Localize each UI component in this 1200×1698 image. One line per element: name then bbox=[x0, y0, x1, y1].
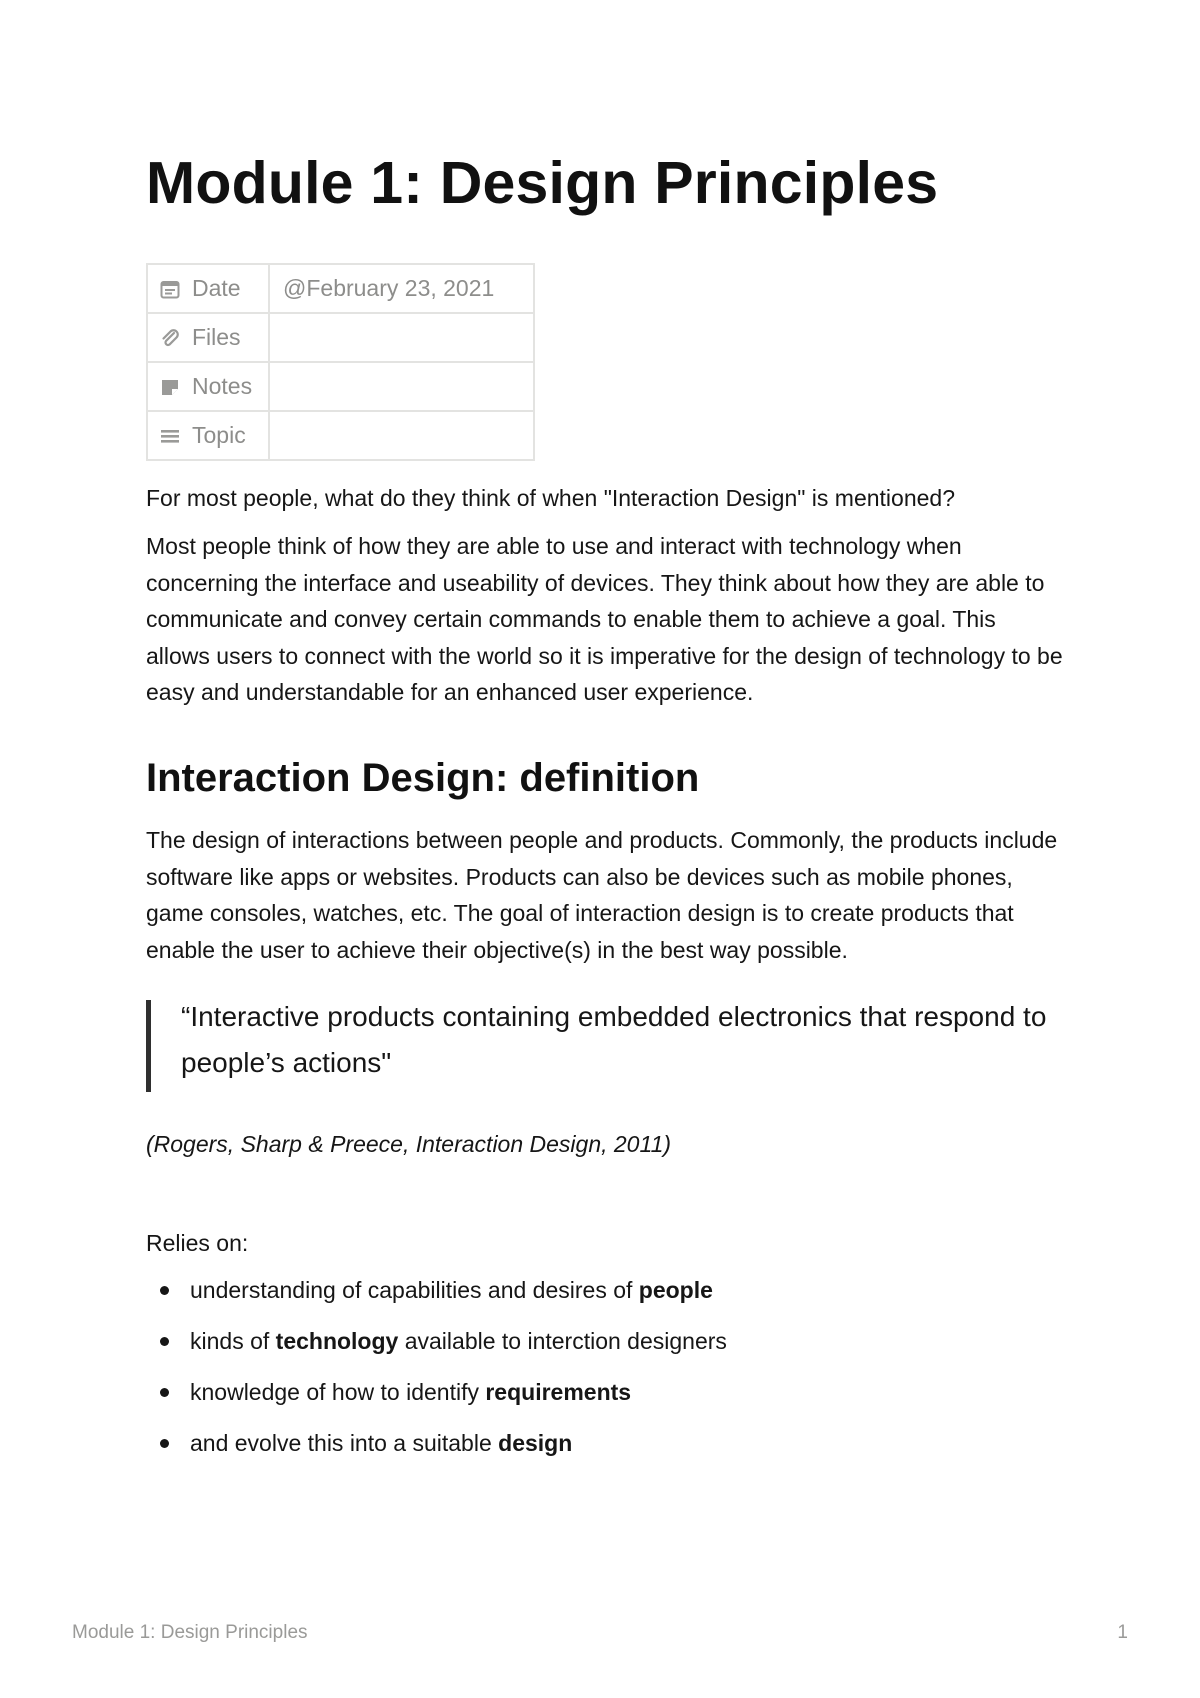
calendar-icon bbox=[159, 278, 181, 300]
relies-on-label: Relies on: bbox=[146, 1230, 249, 1256]
page-title: Module 1: Design Principles bbox=[146, 150, 939, 216]
note-icon bbox=[159, 376, 181, 398]
list-item: kinds of technology available to interction designers bbox=[146, 1323, 727, 1374]
page-number: 1 bbox=[1117, 1622, 1128, 1643]
property-key: Topic bbox=[192, 422, 246, 448]
property-value bbox=[269, 362, 534, 411]
list-item: understanding of capabilities and desires of people bbox=[146, 1272, 727, 1323]
question-paragraph: For most people, what do they think of when "Interaction Design" is mentioned? bbox=[146, 485, 955, 511]
list-item: and evolve this into a suitable design bbox=[146, 1425, 727, 1476]
property-value bbox=[269, 313, 534, 362]
property-key: Date bbox=[192, 275, 241, 301]
blockquote bbox=[146, 1000, 1081, 1092]
section-heading: Interaction Design: definition bbox=[146, 756, 700, 800]
property-row-files bbox=[147, 313, 534, 362]
paperclip-icon bbox=[159, 327, 181, 349]
properties-table bbox=[146, 263, 535, 461]
definition-paragraph: The design of interactions between people and products. Commonly, the products include software like apps or websites. Products can also be devices such as mobile phones, game consoles, watches, etc. The goal of interaction design is to create products that enable the user to achieve their objective(s) in the best way possible. bbox=[146, 827, 1058, 963]
bullet-list bbox=[146, 1272, 727, 1476]
property-row-notes bbox=[147, 362, 534, 411]
quote-text: “Interactive products containing embedded electronics that respond to people’s actions" bbox=[181, 1001, 1047, 1078]
property-row-topic bbox=[147, 411, 534, 460]
bullet-icon bbox=[160, 1337, 169, 1346]
bullet-icon bbox=[160, 1286, 169, 1295]
citation: (Rogers, Sharp & Preece, Interaction Design, 2011) bbox=[146, 1131, 672, 1157]
property-value: @February 23, 2021 bbox=[269, 264, 534, 313]
property-key: Files bbox=[192, 324, 241, 350]
list-icon bbox=[159, 425, 181, 447]
footer-title: Module 1: Design Principles bbox=[72, 1622, 308, 1643]
answer-paragraph: Most people think of how they are able to use and interact with technology when concerning the interface and useability of devices. They think about how they are able to communicate and convey certain commands to enable them to achieve a goal. This allows users to connect with the world so it is imperative for the design of technology to be easy and understandable for an enhanced user experience. bbox=[146, 533, 1063, 705]
property-key: Notes bbox=[192, 373, 253, 399]
bullet-icon bbox=[160, 1388, 169, 1397]
list-item: knowledge of how to identify requirements bbox=[146, 1374, 727, 1425]
bullet-icon bbox=[160, 1439, 169, 1448]
property-value bbox=[269, 411, 534, 460]
property-row-date bbox=[147, 264, 534, 313]
